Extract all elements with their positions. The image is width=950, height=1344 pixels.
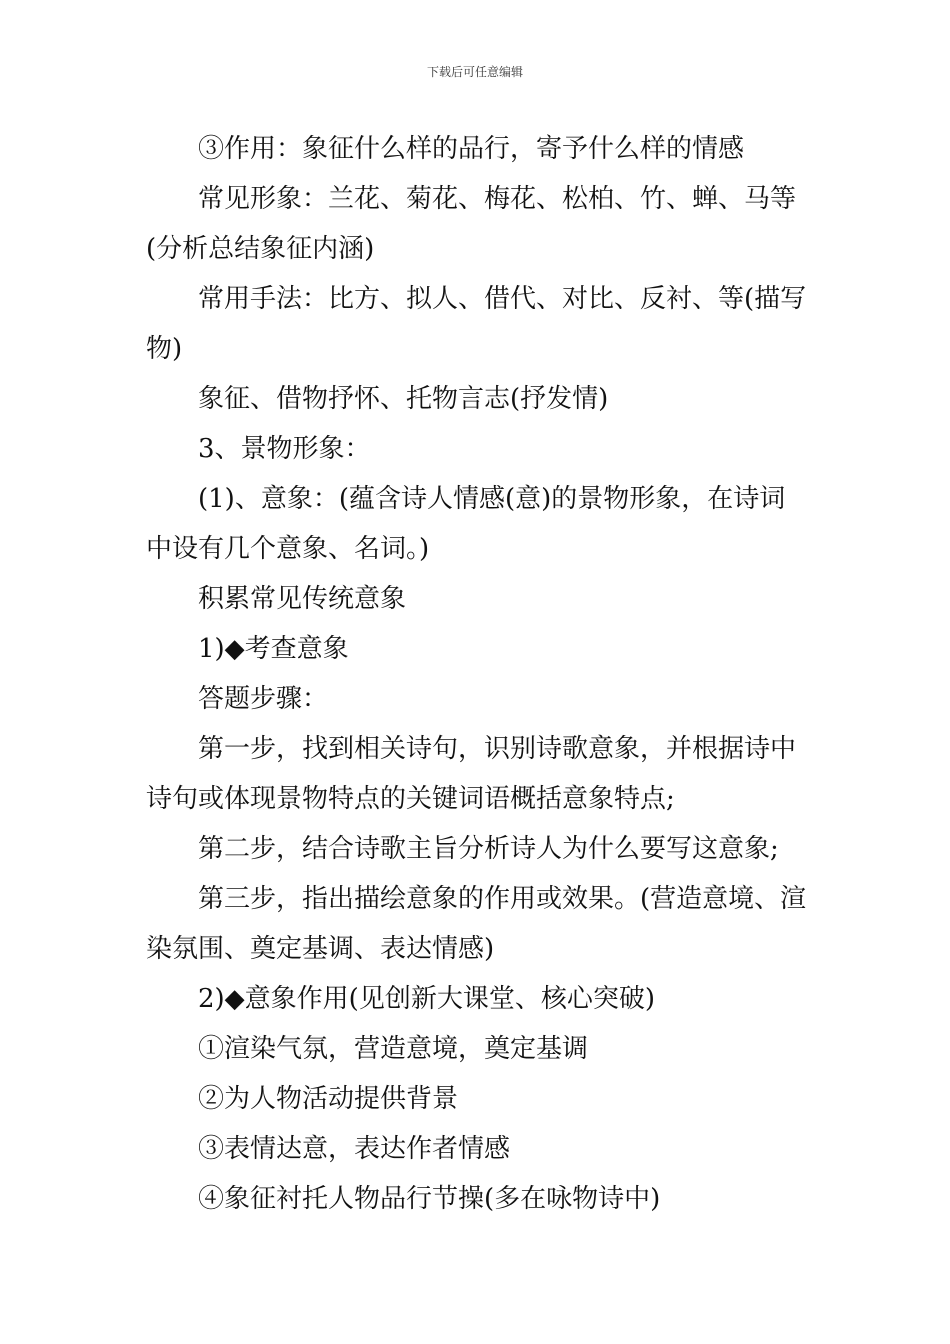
paragraph-12: 第三步，指出描绘意象的作用或效果。(营造意境、渲染氛围、奠定基调、表达情感) [146,884,807,964]
paragraph-11: 第二步，结合诗歌主旨分析诗人为什么要写这意象; [198,834,779,864]
paragraph-13: 2)◆意象作用(见创新大课堂、核心突破) [198,984,655,1014]
paragraph-15: ②为人物活动提供背景 [198,1084,459,1114]
paragraph-6: (1)、意象：(蕴含诗人情感(意)的景物形象，在诗词中设有几个意象、名词。) [146,484,786,564]
paragraph-4: 象征、借物抒怀、托物言志(抒发情) [198,384,609,414]
paragraph-7: 积累常见传统意象 [198,584,407,614]
paragraph-5: 3、景物形象： [198,434,371,464]
page-header-note: 下载后可任意编辑 [426,65,523,79]
paragraph-16: ③表情达意，表达作者情感 [198,1134,511,1164]
paragraph-1: ③作用：象征什么样的品行，寄予什么样的情感 [198,134,745,164]
paragraph-17: ④象征衬托人物品行节操(多在咏物诗中) [198,1184,661,1214]
paragraph-8: 1)◆考查意象 [198,634,349,664]
paragraph-2: 常见形象：兰花、菊花、梅花、松柏、竹、蝉、马等(分析总结象征内涵) [146,184,797,264]
paragraph-10: 第一步，找到相关诗句，识别诗歌意象，并根据诗中诗句或体现景物特点的关键词语概括意象特点; [146,734,797,814]
document-body [146,124,808,1224]
paragraph-14: ①渲染气氛，营造意境，奠定基调 [198,1034,589,1064]
paragraph-9: 答题步骤： [198,684,329,714]
paragraph-3: 常用手法：比方、拟人、借代、对比、反衬、等(描写物) [146,284,807,364]
